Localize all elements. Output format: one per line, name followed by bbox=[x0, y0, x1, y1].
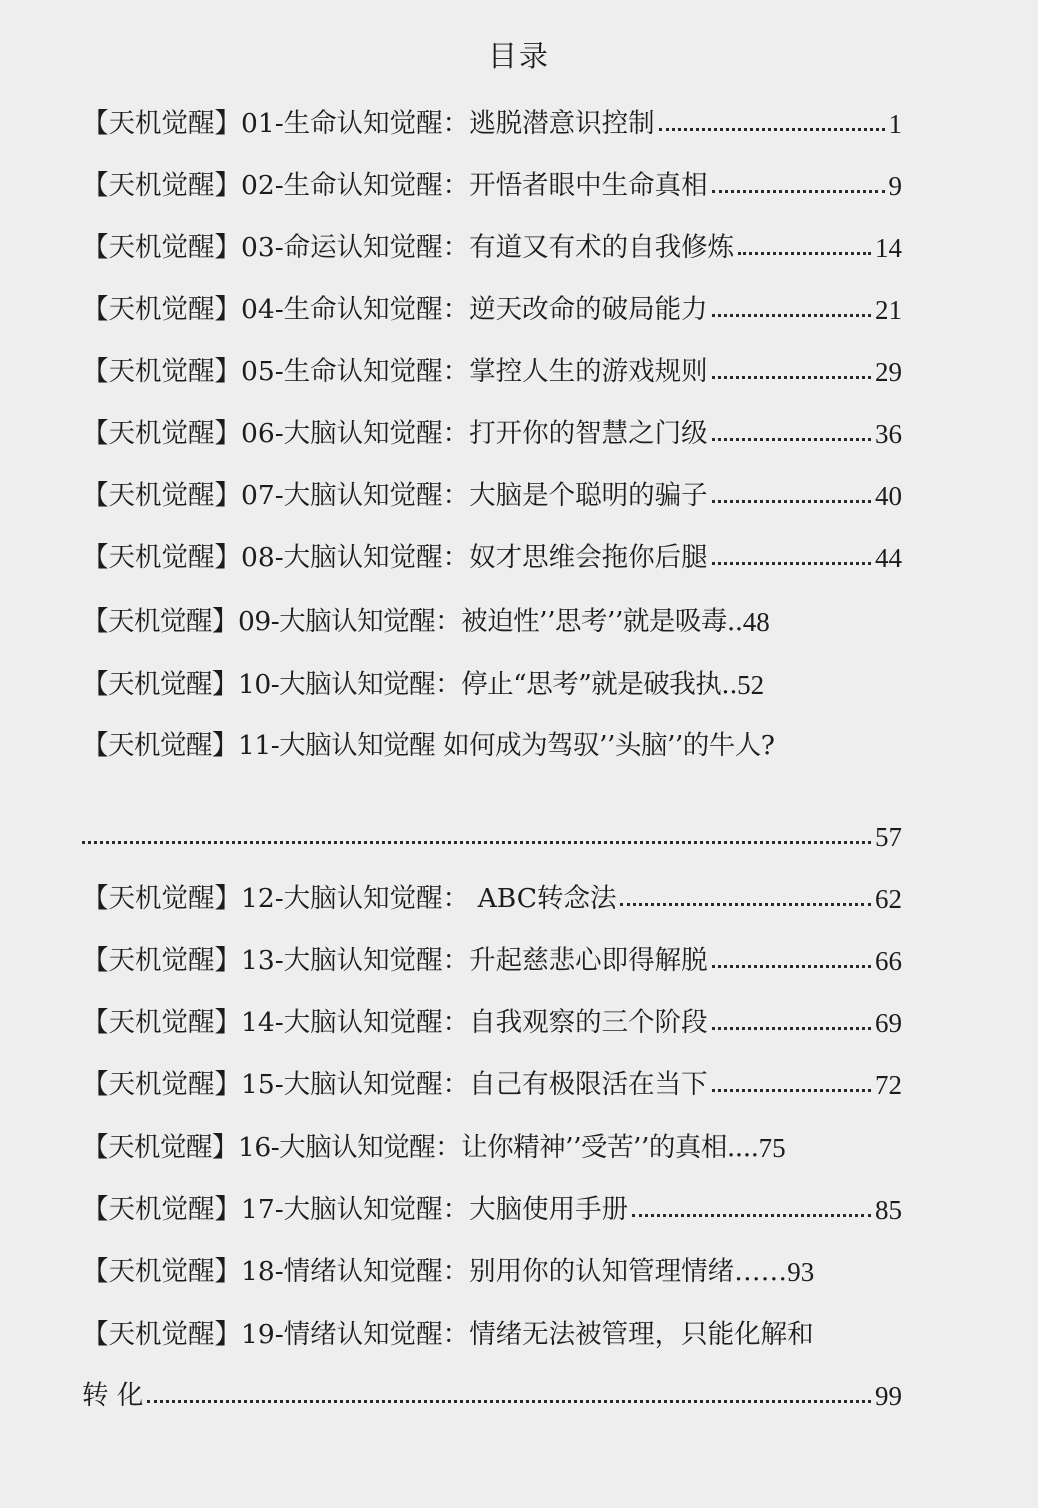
toc-page-number: 21 bbox=[875, 295, 902, 325]
toc-entry bbox=[82, 410, 902, 450]
toc-page-number: 75 bbox=[758, 1133, 786, 1163]
toc-entry bbox=[82, 1248, 902, 1288]
toc-page-number: 72 bbox=[875, 1070, 902, 1100]
toc-page-number: 69 bbox=[875, 1008, 902, 1038]
toc-entry bbox=[82, 661, 902, 701]
toc-entry-text: 【天机觉醒】12-大脑认知觉醒： ABC转念法 bbox=[82, 883, 617, 914]
toc-entry-text: 【天机觉醒】07-大脑认知觉醒：大脑是个聪明的骗子 bbox=[82, 480, 708, 511]
toc-entry bbox=[82, 1061, 902, 1101]
toc-entry bbox=[82, 1311, 922, 1351]
toc-page-number: 48 bbox=[742, 607, 770, 637]
dot-leader bbox=[620, 903, 871, 906]
toc-title: 目录 bbox=[487, 39, 550, 73]
toc-entry bbox=[82, 1124, 912, 1164]
toc-page-number: 62 bbox=[875, 884, 902, 914]
toc-entry bbox=[82, 534, 902, 574]
dot-leader bbox=[712, 1089, 871, 1092]
toc-entry-text: 【天机觉醒】04-生命认知觉醒：逆天改命的破局能力 bbox=[82, 294, 708, 325]
toc-page-number: 29 bbox=[875, 357, 902, 387]
toc-page-number: 44 bbox=[875, 543, 902, 573]
toc-entry-text: 【天机觉醒】09-大脑认知觉醒：被迫性’’思考’’就是吸毒.. bbox=[82, 606, 743, 637]
toc-entry bbox=[82, 937, 902, 977]
toc-entry-text: 【天机觉醒】18-情绪认知觉醒：别用你的认知管理情绪…… bbox=[82, 1256, 788, 1287]
toc-entry-text: 【天机觉醒】19-情绪认知觉醒：情绪无法被管理，只能化解和 bbox=[82, 1319, 814, 1350]
toc-entry bbox=[82, 999, 902, 1039]
dot-leader bbox=[712, 1027, 871, 1030]
toc-entry-text: 【天机觉醒】08-大脑认知觉醒：奴才思维会拖你后腿 bbox=[82, 542, 708, 573]
toc-entry-text: 【天机觉醒】01-生命认知觉醒：逃脱潜意识控制 bbox=[82, 108, 655, 139]
dot-leader bbox=[659, 128, 885, 131]
dot-leader bbox=[632, 1214, 871, 1217]
dot-leader bbox=[712, 500, 871, 503]
dot-leader bbox=[712, 438, 871, 441]
toc-entry bbox=[82, 162, 902, 202]
toc-entry bbox=[82, 1186, 902, 1226]
dot-leader bbox=[738, 252, 871, 255]
toc-entry-text: 【天机觉醒】10-大脑认知觉醒：停止“思考”就是破我执.. bbox=[82, 669, 738, 700]
toc-entry-text: 【天机觉醒】06-大脑认知觉醒：打开你的智慧之门级 bbox=[82, 418, 708, 449]
toc-entry bbox=[82, 472, 902, 512]
toc-entry bbox=[82, 100, 902, 140]
toc-page-number: 99 bbox=[875, 1381, 902, 1411]
toc-entry-text: 【天机觉醒】05-生命认知觉醒：掌控人生的游戏规则 bbox=[82, 356, 708, 387]
toc-page-number: 40 bbox=[875, 481, 902, 511]
toc-entry-text: 【天机觉醒】13-大脑认知觉醒：升起慈悲心即得解脱 bbox=[82, 945, 708, 976]
toc-page-number: 57 bbox=[875, 822, 902, 852]
toc-page-number: 36 bbox=[875, 419, 902, 449]
dot-leader bbox=[712, 376, 871, 379]
toc-entry-text: 【天机觉醒】03-命运认知觉醒：有道又有术的自我修炼 bbox=[82, 232, 735, 263]
toc-entry-text: 转 化 bbox=[82, 1380, 144, 1411]
toc-page-number: 66 bbox=[875, 946, 902, 976]
toc-page-number: 1 bbox=[888, 109, 902, 139]
toc-entry bbox=[82, 875, 902, 915]
toc-entry-text: 【天机觉醒】17-大脑认知觉醒：大脑使用手册 bbox=[82, 1194, 629, 1225]
dot-leader bbox=[147, 1400, 871, 1403]
toc-page-number: 85 bbox=[875, 1195, 902, 1225]
dot-leader bbox=[712, 965, 871, 968]
toc-page-number: 14 bbox=[875, 233, 902, 263]
toc-entry bbox=[82, 598, 902, 638]
toc-entry-continuation bbox=[82, 1372, 902, 1412]
dot-leader bbox=[712, 562, 871, 565]
toc-entry bbox=[82, 224, 902, 264]
toc-page-number: 93 bbox=[787, 1257, 815, 1287]
toc-entry bbox=[82, 348, 902, 388]
dot-leader bbox=[712, 314, 871, 317]
toc-page-number: 9 bbox=[888, 171, 902, 201]
toc-entry bbox=[82, 722, 922, 762]
toc-page-number: 52 bbox=[737, 670, 765, 700]
toc-entry-text: 【天机觉醒】14-大脑认知觉醒：自我观察的三个阶段 bbox=[82, 1007, 708, 1038]
toc-entry-text: 【天机觉醒】15-大脑认知觉醒：自己有极限活在当下 bbox=[82, 1069, 708, 1100]
toc-entry-text: 【天机觉醒】16-大脑认知觉醒：让你精神’’受苦’’的真相.... bbox=[82, 1132, 759, 1163]
toc-entry bbox=[82, 286, 902, 326]
dot-leader bbox=[712, 190, 885, 193]
toc-entry-text: 【天机觉醒】11-大脑认知觉醒 如何成为驾驭’’头脑’’的牛人? bbox=[82, 730, 775, 761]
dot-leader bbox=[82, 841, 871, 844]
toc-entry-text: 【天机觉醒】02-生命认知觉醒：开悟者眼中生命真相 bbox=[82, 170, 708, 201]
toc-entry-continuation bbox=[82, 813, 902, 853]
